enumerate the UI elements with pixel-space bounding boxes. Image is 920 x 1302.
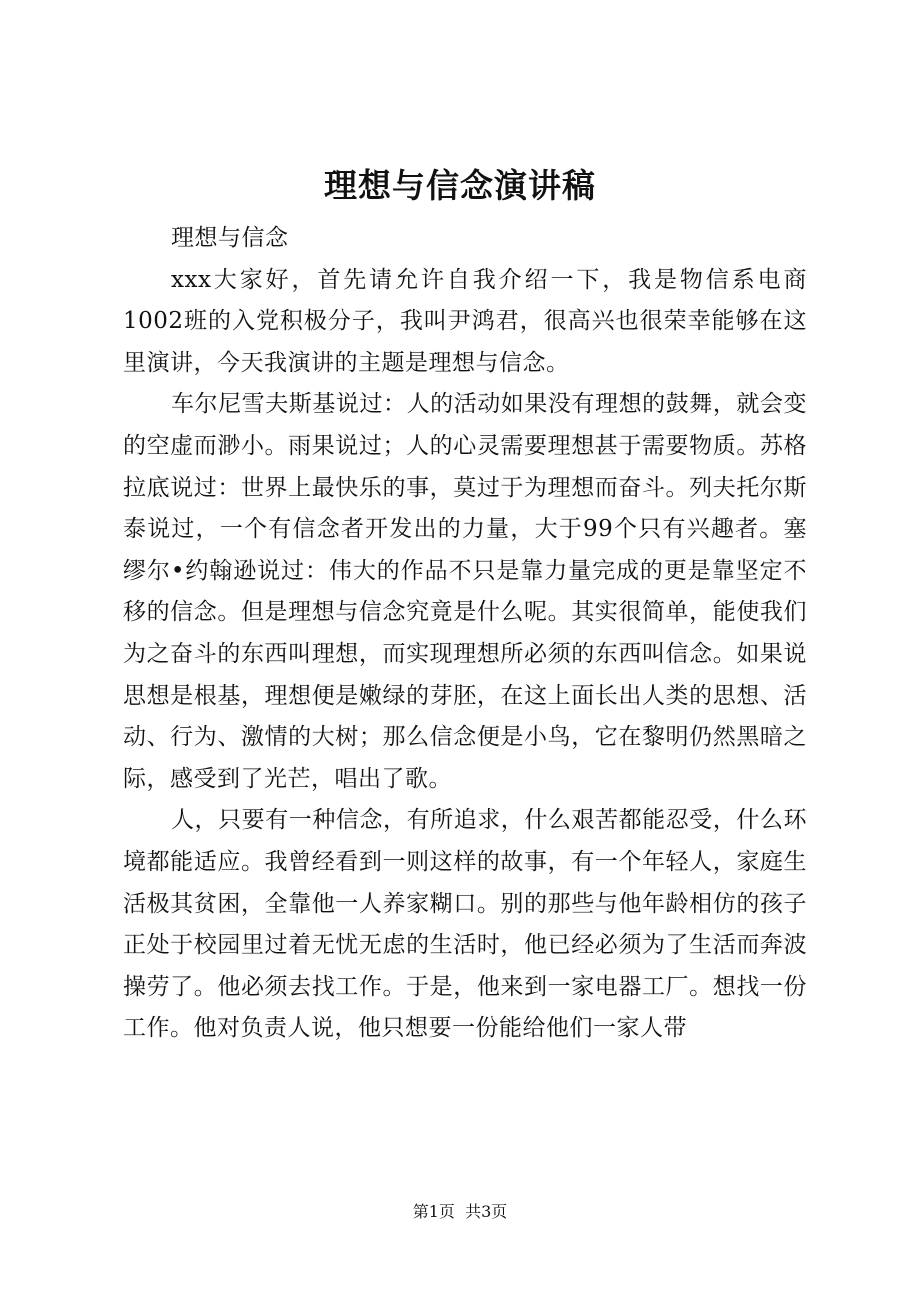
paragraph-story: 人，只要有一种信念，有所追求，什么艰苦都能忍受，什么环境都能适应。我曾经看到一则这样的故事，有一个年轻人，家庭生活极其贫困，全靠他一人养家糊口。别的那些与他年龄相仿的孩子正处于校园里过着无忧无虑的生活时，他已经必须为了生活而奔波操劳了。他必须去找工作。于是，他来到一家电器工厂。想找一份工作。他对负责人说，他只想要一份能给他们一家人带 bbox=[123, 807, 807, 1042]
document-title: 理想与信念演讲稿 bbox=[324, 166, 596, 205]
paragraph-quotes: 车尔尼雪夫斯基说过：人的活动如果没有理想的鼓舞，就会变的空虚而渺小。雨果说过；人的心灵需要理想甚于需要物质。苏格拉底说过：世界上最快乐的事，莫过于为理想而奋斗。列夫托尔斯泰说过，一个有信念者开发出的力量，大于99个只有兴趣者。塞缪尔•约翰逊说过：伟大的作品不只是靠力量完成的更是靠坚定不移的信念。但是理想与信念究竟是什么呢。其实很简单，能使我们为之奋斗的东西叫理想，而实现理想所必须的东西叫信念。如果说思想是根基，理想便是嫩绿的芽胚，在这上面长出人类的思想、活动、行为、激情的大树；那么信念便是小鸟，它在黎明仍然黑暗之际，感受到了光芒，唱出了歌。 bbox=[123, 391, 807, 792]
paragraph-introduction: xxx大家好，首先请允许自我介绍一下，我是物信系电商1002班的入党积极分子，我叫尹鸿君，很高兴也很荣幸能够在这里演讲，今天我演讲的主题是理想与信念。 bbox=[123, 266, 807, 376]
page-footer bbox=[0, 1198, 920, 1226]
document-body bbox=[123, 218, 807, 1050]
page-number: 第1页 共3页 bbox=[412, 1202, 508, 1221]
paragraph-subtitle: 理想与信念 bbox=[171, 225, 289, 251]
